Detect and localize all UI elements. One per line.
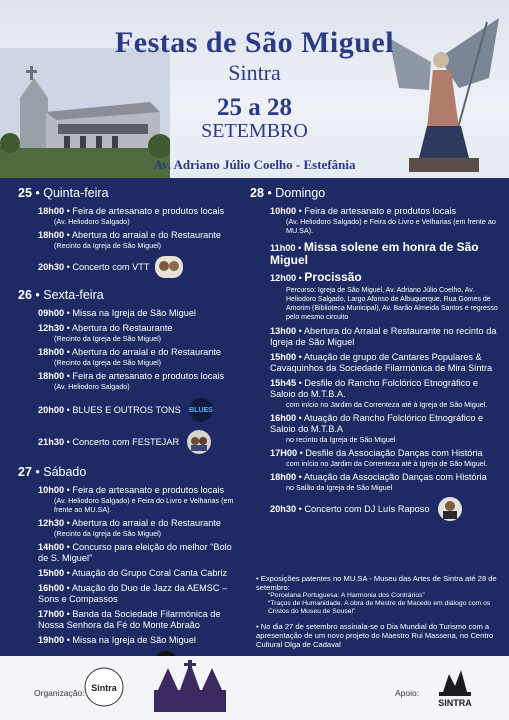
event-item: 18h00 • Abertura do arraial e do Restaurante (Recinto da Igreja de São Miguel): [38, 347, 222, 367]
tourism-note: • No dia 27 de setembro assinala-se o Dia Mundial do Turismo com a apresentação de um novo projeto do Maestro Rui Massena, no Centro Cultural Olga de Cadaval: [256, 622, 494, 649]
parish-council-logo: [84, 664, 124, 710]
day-heading-26: 26 • Sexta-feira: [18, 288, 104, 302]
event-dates: 25 a 28: [217, 94, 292, 121]
event-item: 20h00 • BLUES E OUTROS TONS BLUES: [18, 397, 244, 423]
event-month: SETEMBRO: [201, 120, 308, 142]
event-item: 12h30 • Abertura do Restaurante (Recinto da Igreja de São Miguel): [38, 323, 173, 343]
event-item: 15h00 • Atuação de grupo de Cantares Populares & Cavaquinhos da Sociedade Filarmónica de Mira Sintra: [270, 352, 493, 373]
day-heading-25: 25 • Quinta-feira: [18, 186, 109, 200]
notes-section: [256, 574, 500, 655]
svg-text:Sintra: Sintra: [91, 683, 117, 693]
event-item: 19h00 • Missa na Igreja de São Miguel: [38, 635, 196, 645]
day-heading-27: 27 • Sábado: [18, 465, 87, 479]
event-item: 18h00 • Feira de artesanato e produtos locais (Av. Heliodoro Salgado): [38, 206, 225, 226]
event-item: 14h00 • Concurso para eleição do melhor “Bolo de S. Miguel”: [38, 542, 232, 563]
svg-text:BLUES: BLUES: [188, 407, 213, 414]
event-venue: Av. Adriano Júlio Coelho - Estefânia: [153, 157, 356, 172]
event-item: 21h30 • Concerto com FESTEJAR: [18, 429, 244, 455]
event-item: 15h00 • Atuação do Grupo Coral Canta Cabriz: [38, 568, 228, 578]
blues-logo-icon: [187, 397, 215, 423]
day-heading-28: 28 • Domingo: [250, 186, 326, 200]
event-title: Festas de São Miguel: [114, 26, 395, 59]
sintra-municipality-logo: [425, 666, 485, 714]
event-item: 18h00 • Abertura do arraial e do Restaurante (Recinto da Igreja de São Miguel): [38, 230, 222, 250]
event-item-highlight: 12h00 • Procissão Percurso: Igreja de São Miguel, Av. Adriano Júlio Coelho, Av. Heliodoro Salgado, Largo Afonso de Albuquerque, Rua Gomes de Amorim (Biblioteca Municipal), Av. Barão Almeida Santos e regresso pelo mesmo circuito: [270, 270, 498, 321]
event-item: 15h45 • Desfile do Rancho Folclórico Etnográfico e Saloio do M.T.B.A. com início no Jardim da Correnteza até à Igreja de São Miguel.: [270, 378, 488, 409]
event-item: 20h30 • Concerto com DJ Luís Raposo: [250, 496, 498, 522]
event-location: Sintra: [228, 60, 281, 85]
schedule-left-column: [18, 186, 244, 680]
event-item: 18h00 • Atuação da Associação Danças com História no Salão da Igreja de São Miguel: [270, 472, 487, 492]
support-label: Apoio:: [395, 688, 420, 698]
event-item: 09h00 • Missa na Igreja de São Miguel: [38, 308, 196, 318]
exhibitions-note: • Exposições patentes no MU.SA - Museu das Artes de Sintra até 28 de setembro: “Porcelana Portuguesa: A Harmonia dos Contrários” “Traços de Humanidade. A obra de Mestre de Macedo em diálogo com os Cristos do Museu de Sousel”: [256, 574, 497, 615]
event-item: 18h00 • Feira de artesanato e produtos locais (Av. Heliodoro Salgado): [38, 371, 225, 391]
church-parish-logo: [150, 660, 230, 716]
band-photo-icon: [185, 429, 213, 455]
event-item: 10h00 • Feira de artesanato e produtos locais (Av. Heliodoro Salgado) e Feira do Livro e Velharias (em frente ao MU.SA).: [270, 206, 496, 235]
event-item: 17h00 • Banda da Sociedade Filarmónica de Nossa Senhora da Fé do Monte Abraão: [38, 609, 221, 630]
header: [0, 0, 509, 178]
schedule-right-column: [250, 186, 498, 526]
organization-label: Organização:: [34, 688, 85, 698]
event-item: 10h00 • Feira de artesanato e produtos locais (Av. Heliodoro Salgado) e Feira do Livro e Velharias (em frente ao MU.SA).: [38, 485, 234, 514]
event-item: 16h00 • Atuação do Rancho Folclórico Etnográfico e Saloio do M.T.B.A no recinto da Igreja de São Miguel: [270, 413, 484, 444]
event-item: 20h30 • Concerto com VTT: [18, 256, 244, 278]
event-item: 12h30 • Abertura do arraial e do Restaurante (Recinto da Igreja de São Miguel): [38, 518, 222, 538]
event-item: 16h00 • Atuação do Duo de Jazz da AEMSC – Sons e Compassos: [38, 583, 228, 604]
svg-text:SINTRA: SINTRA: [438, 698, 472, 708]
event-item: 13h00 • Abertura do Arraial e Restaurante no recinto da Igreja de São Miguel: [270, 326, 497, 347]
event-item-highlight: 11h00 • Missa solene em honra de São Miguel: [270, 240, 479, 267]
dj-photo-icon: [436, 496, 464, 522]
band-photo-icon: [155, 256, 183, 278]
event-item: 17H00 • Desfile da Associação Danças com História com início no Jardim da Correnteza até à Igreja de São Miguel.: [270, 448, 488, 468]
